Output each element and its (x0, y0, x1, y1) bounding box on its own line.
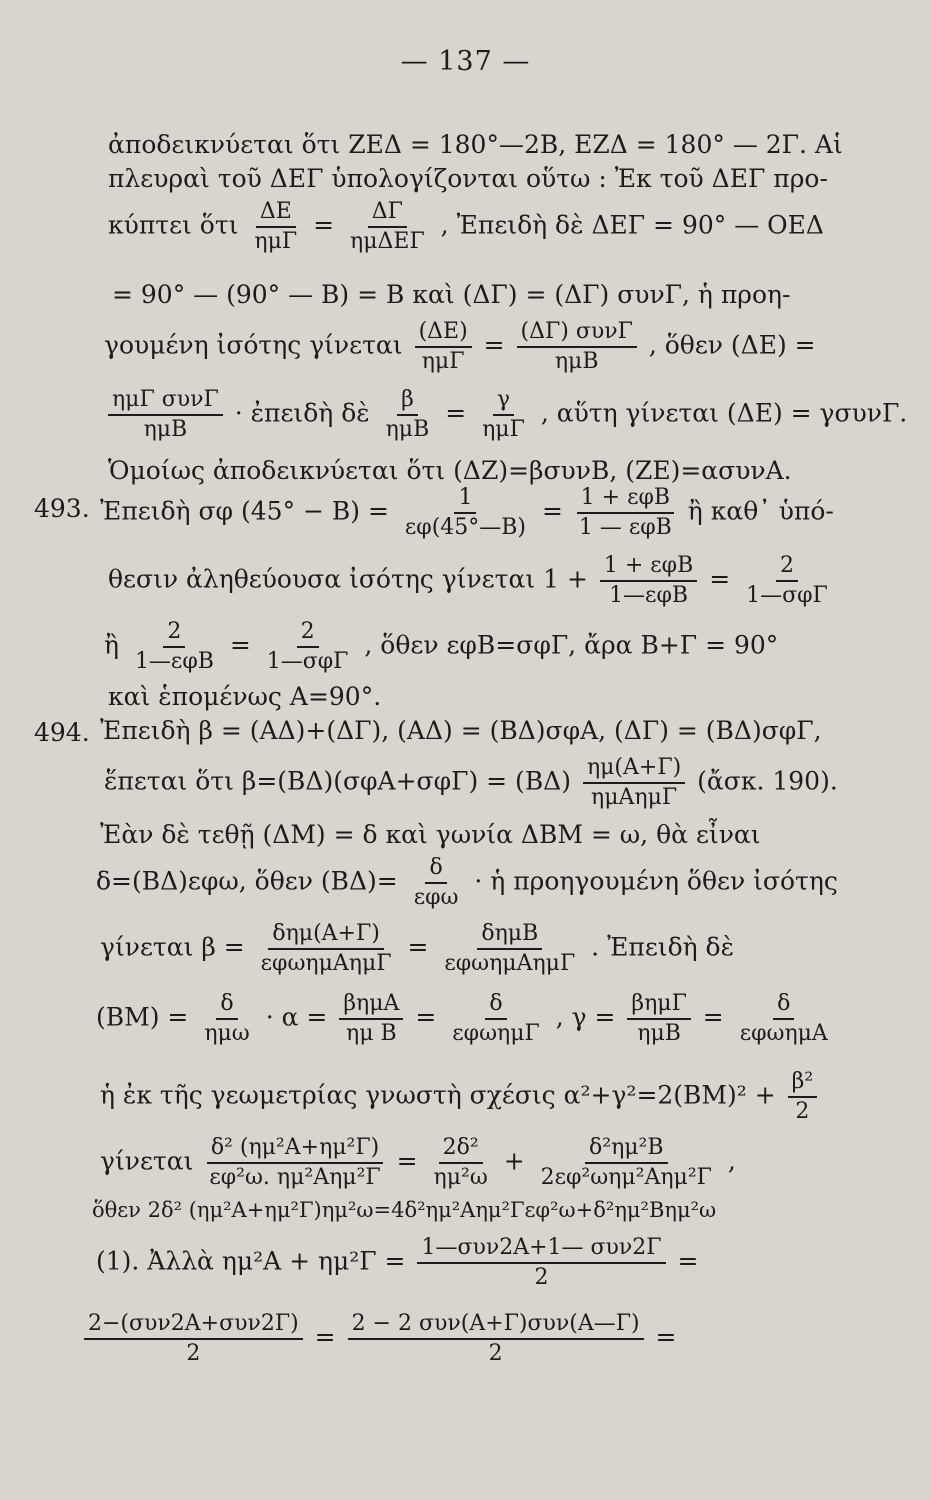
denominator: 2 (488, 1341, 503, 1367)
text-line-13 (104, 756, 838, 810)
fraction (736, 992, 832, 1046)
text-segment: γίνεται β = (100, 932, 245, 962)
text-segment: ὅθεν εφΒ=σφΓ, ἄρα Β+Γ = 90° (380, 630, 779, 660)
numerator: δημ(Α+Γ) (268, 922, 383, 950)
exercise-number-493: 493. (34, 494, 90, 523)
numerator: δ (773, 992, 794, 1020)
fraction (430, 1136, 492, 1190)
text-segment: γ = (571, 1002, 616, 1032)
denominator: ημΑημΓ (591, 785, 678, 811)
text-segment: ἢ (104, 630, 119, 660)
numerator: δ² (ημ²Α+ημ²Γ) (207, 1136, 383, 1164)
denominator: εφωημΑημΓ (260, 951, 392, 977)
fraction (440, 922, 579, 976)
denominator: εφ²ω. ημ²Αημ²Γ (209, 1165, 381, 1191)
denominator: ημΒ (143, 417, 188, 443)
numerator: ημΓ συνΓ (108, 388, 223, 416)
numerator: βημΑ (339, 992, 403, 1020)
numerator: γ (493, 388, 514, 416)
numerator: 2 (297, 620, 319, 648)
text-line-14: Ἐὰν δὲ τεθῇ (ΔΜ) = δ καὶ γωνία ΔΒΜ = ω, θὰ εἶναι (100, 820, 761, 849)
text-line-15: δ=(ΒΔ)εφω, ὅθεν (ΒΔ)= $\frac{\delta}{\text{εφω}}$ · ἡ προηγουμένη ὅθεν ἰσότης (96, 855, 838, 911)
denominator: ημΒ (385, 417, 430, 443)
fraction (339, 992, 403, 1046)
text-segment: ἐπειδὴ δὲ (250, 398, 370, 428)
text-line-3: κύπτει ὅτι $\frac{\Delta E}{\text{ημΓ}}$ = $\frac{\Delta\Gamma}{\text{ημΔΕΓ}}$ , Ἐπειδὴ δὲ ΔΕΓ = 90° — ΟΕΔ (108, 199, 824, 255)
exercise-number-494: 494. (34, 718, 90, 747)
text-segment: ἡ προηγουμένη ὅθεν ἰσότης (490, 866, 838, 896)
denominator: εφ(45°—Β) (404, 515, 527, 541)
denominator: εφωημΑ (739, 1021, 828, 1047)
text-line-22: $\frac{\text{2−(συν2Α+συν2Γ)}}{2}$ = $\frac{\text{2 − 2 συν(Α+Γ)συν(Α—Γ)}}{2}$ = (80, 1312, 676, 1366)
text-segment: (ἄσκ. 190). (697, 766, 838, 796)
numerator: (ΔΕ) (415, 320, 472, 348)
text-segment: αὕτη γίνεται (ΔΕ) = γσυνΓ. (556, 398, 908, 428)
text-segment: Ἐπειδὴ δὲ ΔΕΓ = 90° — ΟΕΔ (456, 210, 824, 240)
fraction (600, 554, 697, 608)
numerator: δημΒ (477, 922, 542, 950)
text-segment: γουμένη ἰσότης γίνεται (104, 330, 403, 360)
text-segment: δ=(ΒΔ)εφω, ὅθεν (ΒΔ)= (96, 866, 398, 896)
fraction (257, 922, 396, 976)
text-line-17: (ΒΜ) = $\frac{\delta}{\text{ημω}}$ · α = $\frac{\text{βημΑ}}{\text{ημ Β}}$ = $\frac{\delta}{\text{εφωημΓ}}$ , γ = $\frac{\text{βημΓ}}{\text{ημΒ}}$ = $\frac{\delta}{\text{εφωημΑ}}$ (96, 992, 836, 1046)
denominator: ημ Β (346, 1021, 397, 1047)
denominator: 1—σφΓ (266, 649, 349, 675)
fraction (401, 486, 530, 540)
denominator: 1—εφΒ (609, 583, 689, 609)
text-line-5: γουμένη ἰσότης γίνεται $\frac{(\Delta E)}{\text{ημΓ}}$ = $\frac{\text{(ΔΓ) συνΓ}}{\text{ημΒ}}$ , ὅθεν (ΔΕ) = (104, 319, 816, 375)
text-line-9: θεσιν ἀληθεύουσα ἰσότης γίνεται 1 + $\frac{\text{1 + εφΒ}}{\text{1—εφΒ}}$ = $\frac{2}{\text{1—σφΓ}}$ (108, 554, 836, 608)
fraction (417, 1236, 665, 1290)
denominator: 1 — εφΒ (578, 515, 672, 541)
text-line-16: γίνεται β = $\frac{\text{δημ(Α+Γ)}}{\text{εφωημΑημΓ}}$ = $\frac{\text{δημΒ}}{\text{εφωημΑημΓ}}$ . Ἐπειδὴ δὲ (100, 921, 735, 977)
denominator: ημΔΕΓ (350, 229, 425, 255)
fraction (382, 388, 434, 442)
text-segment: ἢ καθ᾽ ὑπό- (687, 496, 834, 526)
numerator: β² (788, 1070, 818, 1098)
fraction (108, 388, 223, 442)
fraction (346, 200, 429, 254)
page-number: — 137 — (400, 46, 531, 77)
numerator: (ΔΓ) συνΓ (517, 320, 637, 348)
fraction (788, 1070, 818, 1124)
text-line-12: Ἐπειδὴ β = (ΑΔ)+(ΔΓ), (ΑΔ) = (ΒΔ)σφΑ, (ΔΓ) = (ΒΔ)σφΓ, (100, 716, 822, 745)
numerator: βημΓ (627, 992, 690, 1020)
denominator: 2εφ²ωημ²Αημ²Γ (540, 1165, 712, 1191)
denominator: ημΓ (482, 417, 525, 443)
denominator: ημΓ (421, 349, 465, 375)
numerator: δ (216, 992, 237, 1020)
text-line-2: πλευραὶ τοῦ ΔΕΓ ὑπολογίζονται οὕτω : Ἐκ τοῦ ΔΕΓ προ- (108, 164, 828, 193)
text-line-4: = 90° — (90° — Β) = Β καὶ (ΔΓ) = (ΔΓ) συνΓ, ἡ προη- (112, 280, 791, 309)
text-line-10: ἢ $\frac{2}{\text{1—εφΒ}}$ = $\frac{2}{\text{1—σφΓ}}$ , ὅθεν εφΒ=σφΓ, ἄρα Β+Γ = 90° (104, 619, 779, 675)
numerator: 2 (163, 620, 185, 648)
text-segment: ἕπεται ὅτι β=(ΒΔ)(σφΑ+σφΓ) = (ΒΔ) (104, 766, 571, 796)
fraction (84, 1312, 303, 1366)
denominator: 2 (534, 1265, 549, 1291)
numerator: δ (485, 992, 506, 1020)
text-line-19: γίνεται $\frac{\text{δ² (ημ²Α+ημ²Γ)}}{\text{εφ²ω. ημ²Αημ²Γ}}$ = $\frac{\text{2δ²}}{\text{ημ²ω}}$ + $\frac{\text{δ²ημ²Β}}{\text{2εφ²ωημ²Αημ²Γ}}$ , (100, 1135, 736, 1191)
fraction (205, 1136, 384, 1190)
text-segment: κύπτει ὅτι (108, 210, 239, 240)
denominator: ημΒ (554, 349, 599, 375)
fraction (478, 388, 529, 442)
text-segment: ἡ ἐκ τῆς γεωμετρίας γνωστὴ σχέσις α²+γ²=2(ΒΜ)² + (100, 1080, 776, 1110)
denominator: 1—εφΒ (134, 649, 214, 675)
numerator: ημ(Α+Γ) (583, 756, 685, 784)
numerator: δ (425, 856, 446, 884)
text-line-18 (100, 1070, 821, 1124)
denominator: ημ²ω (433, 1165, 488, 1191)
text-line-11: καὶ ἑπομένως Α=90°. (108, 682, 382, 711)
fraction (627, 992, 690, 1046)
fraction (410, 856, 463, 910)
fraction (348, 1312, 644, 1366)
numerator: 2−(συν2Α+συν2Γ) (84, 1312, 303, 1340)
numerator: 2 (776, 554, 798, 582)
numerator: 2 − 2 συν(Α+Γ)συν(Α—Γ) (348, 1312, 644, 1340)
numerator: ΔΕ (256, 200, 296, 228)
fraction (537, 1136, 716, 1190)
denominator: ημΒ (637, 1021, 681, 1047)
denominator: ημω (204, 1021, 250, 1047)
text-line-8: Ἐπειδὴ σφ (45° − Β) = $\frac{1}{\varepsilon\varphi(45^\circ—B)}$ = $\frac{\text{1 + εφΒ}}{\text{1 — εφΒ}}$ ἢ καθ᾽ ὑπό- (100, 485, 834, 541)
text-line-21: (1). Ἀλλὰ ημ²Α + ημ²Γ = $\frac{\text{1—συν2Α+1— συν2Γ}}{2}$ = (96, 1235, 699, 1291)
fraction (415, 320, 472, 374)
denominator: 1—σφΓ (746, 583, 828, 609)
fraction (131, 620, 218, 674)
numerator: δ²ημ²Β (585, 1136, 668, 1164)
denominator: εφω (413, 885, 459, 911)
fraction (517, 320, 637, 374)
text-segment: α = (281, 1002, 328, 1032)
fraction (742, 554, 832, 608)
text-segment: Ἐπειδὴ σφ (45° − Β) = (100, 496, 389, 526)
numerator: 1—συν2Α+1— συν2Γ (417, 1236, 665, 1264)
fraction (448, 992, 543, 1046)
text-segment: (ΒΜ) = (96, 1002, 189, 1032)
numerator: 1 (454, 486, 476, 514)
text-segment: θεσιν ἀληθεύουσα ἰσότης γίνεται 1 + (108, 564, 588, 594)
fraction (263, 620, 353, 674)
denominator: ημΓ (254, 229, 298, 255)
numerator: 1 + εφΒ (600, 554, 697, 582)
fraction (583, 756, 685, 810)
text-line-7: Ὁμοίως ἀποδεικνύεται ὅτι (ΔΖ)=βσυνΒ, (ΖΕ)=ασυνΑ. (108, 456, 792, 485)
numerator: 1 + εφΒ (577, 486, 674, 514)
text-segment: Ἐπειδὴ δὲ (607, 932, 735, 962)
text-line-6: $\frac{\text{ημΓ συνΓ}}{\text{ημΒ}}$ · ἐπειδὴ δὲ $\frac{\beta}{\text{ημΒ}}$ = $\frac{\gamma}{\text{ημΓ}}$ , αὕτη γίνεται (ΔΕ) = γσυνΓ. (104, 388, 907, 442)
text-line-1: ἀποδεικνύεται ὅτι ΖΕΔ = 180°—2Β, ΕΖΔ = 180° — 2Γ. Αἱ (108, 130, 843, 159)
fraction (575, 486, 676, 540)
text-line-20: ὅθεν 2δ² (ημ²Α+ημ²Γ)ημ²ω=4δ²ημ²Αημ²Γεφ²ω+δ²ημ²Βημ²ω (92, 1198, 717, 1222)
denominator: εφωημΑημΓ (444, 951, 576, 977)
text-segment: ὅθεν (ΔΕ) = (664, 330, 816, 360)
numerator: β (397, 388, 418, 416)
denominator: εφωημΓ (452, 1021, 540, 1047)
denominator: 2 (795, 1099, 810, 1125)
denominator: 2 (186, 1341, 201, 1367)
numerator: ΔΓ (368, 200, 407, 228)
fraction (250, 200, 301, 254)
fraction (200, 992, 253, 1046)
text-segment: (1). Ἀλλὰ ημ²Α + ημ²Γ = (96, 1246, 406, 1276)
numerator: 2δ² (439, 1136, 483, 1164)
text-segment: γίνεται (100, 1146, 194, 1176)
